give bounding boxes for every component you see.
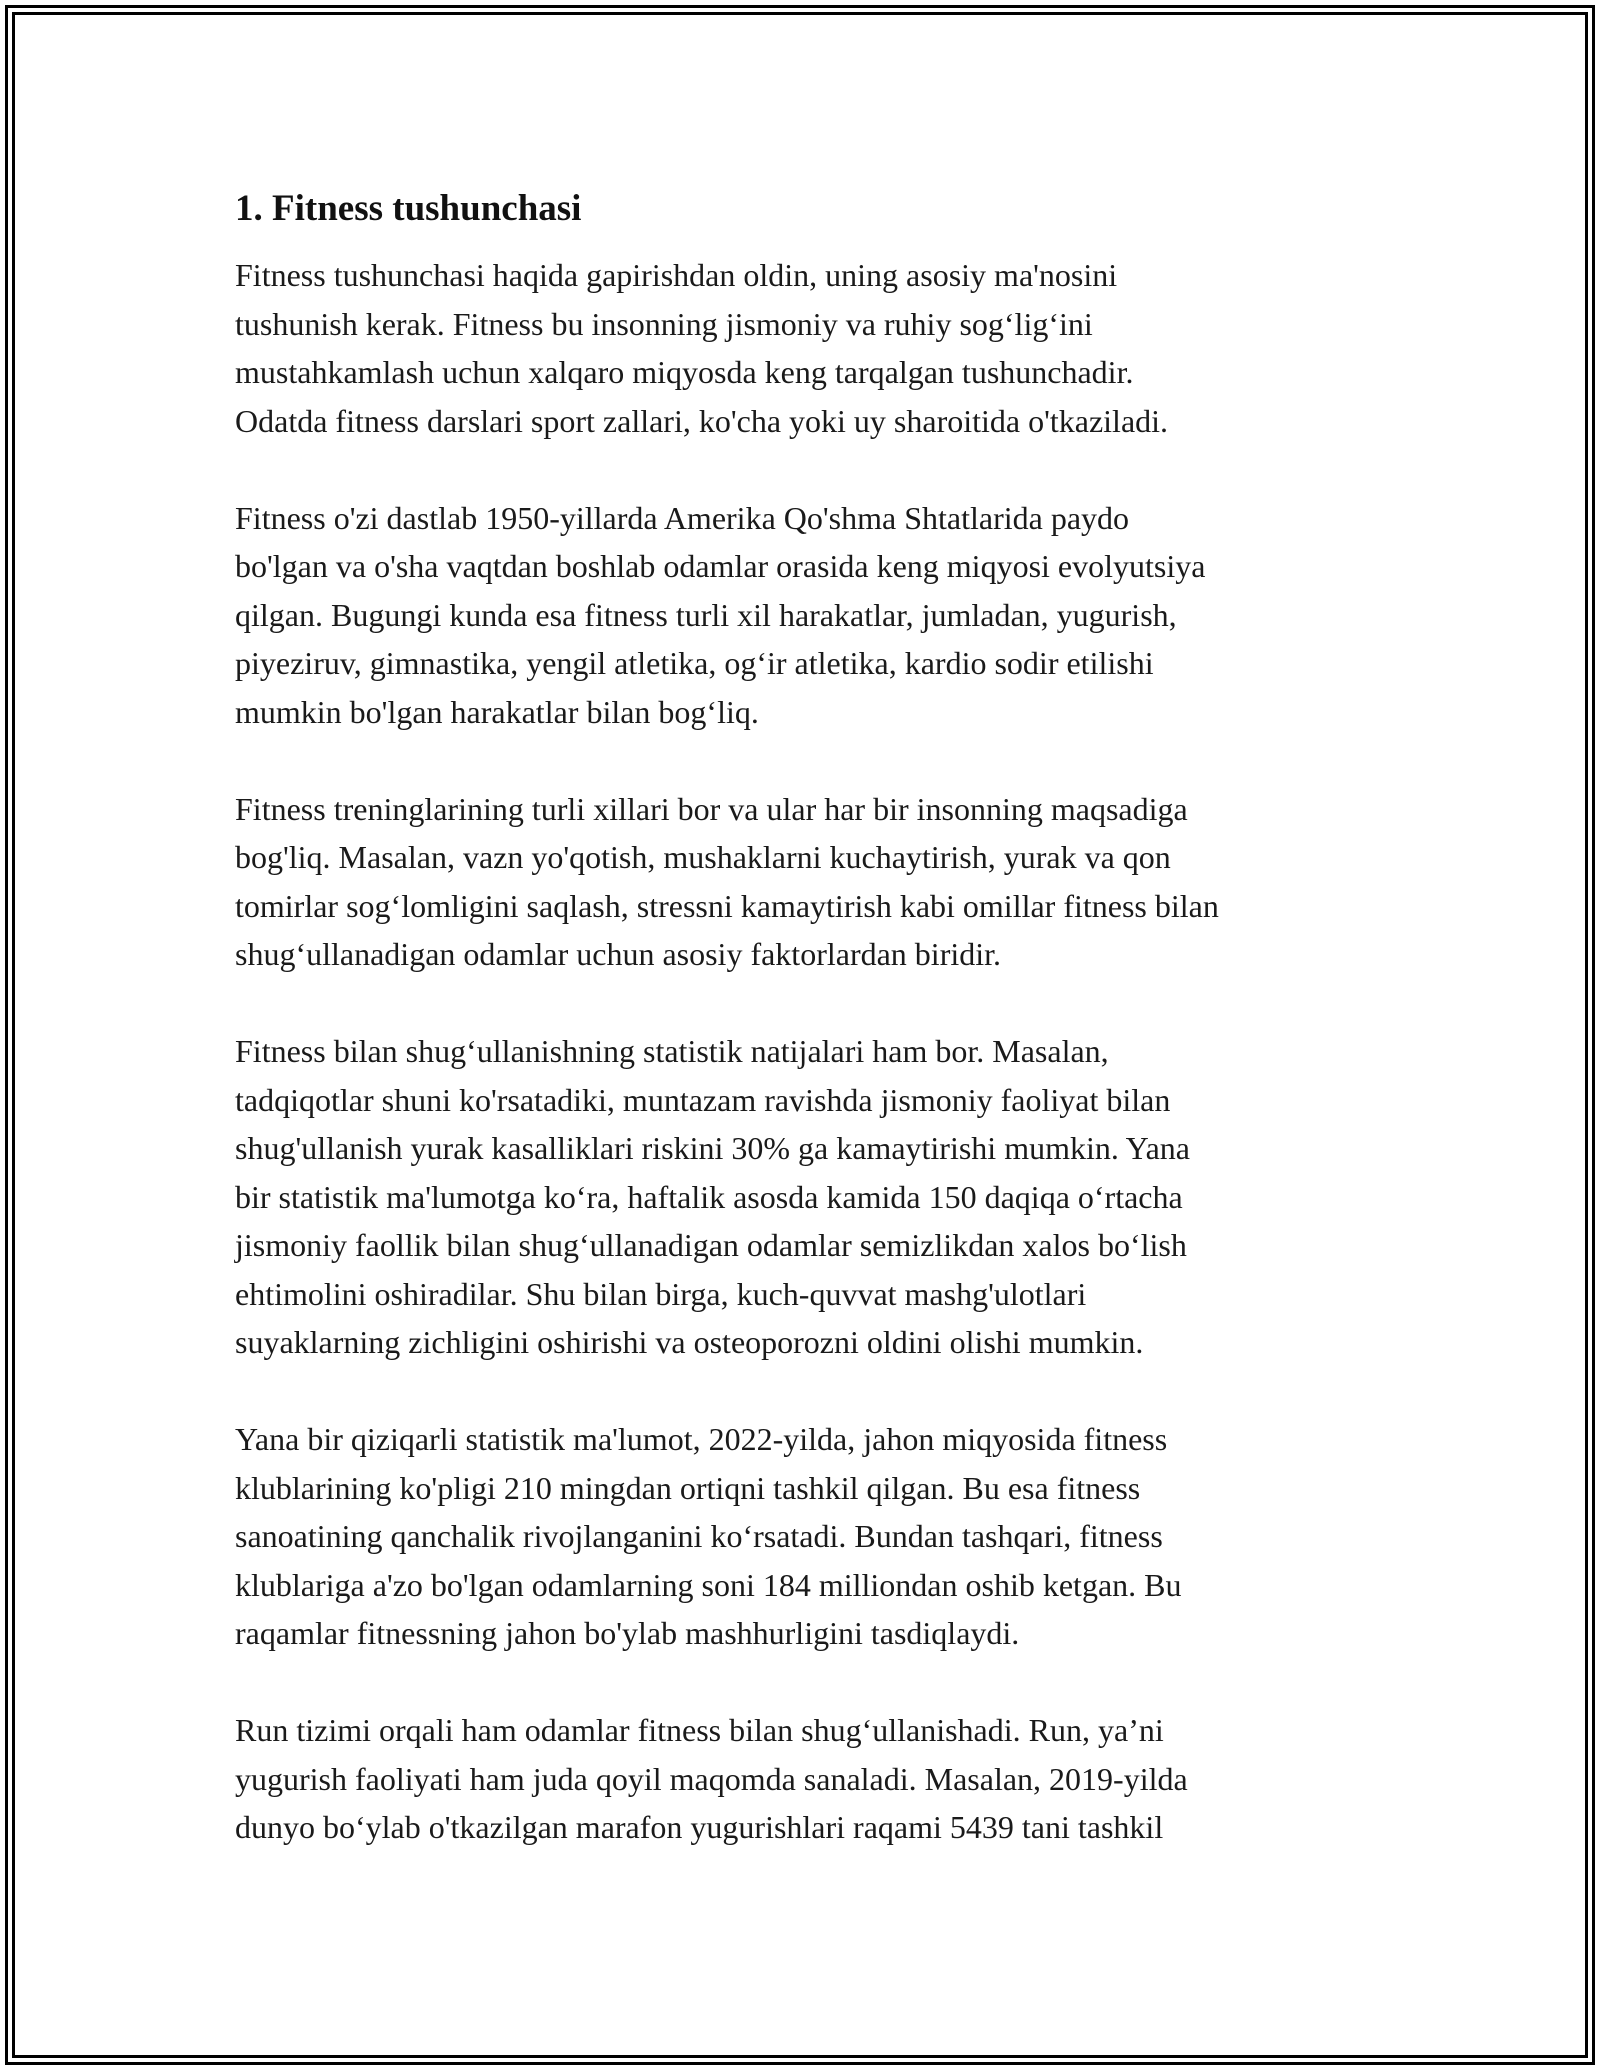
- text-line: mumkin bo'lgan harakatlar bilan bog‘liq.: [235, 693, 759, 730]
- text-line: ehtimolini oshiradilar. Shu bilan birga, kuch-quvvat mashg'ulotlari: [235, 1275, 1087, 1312]
- text-line: piyeziruv, gimnastika, yengil atletika, og‘ir atletika, kardio sodir etilishi: [235, 645, 1154, 681]
- text-line: bog'liq. Masalan, vazn yo'qotish, mushaklarni kuchaytirish, yurak va qon: [235, 839, 1171, 875]
- text-line: shug'ullanish yurak kasalliklari riskini 30% ga kamaytirishi mumkin. Yana: [235, 1130, 1190, 1166]
- section-heading: 1. Fitness tushunchasi: [235, 188, 582, 229]
- text-line: Fitness bilan shug‘ullanishning statistik natijalari ham bor. Masalan,: [235, 1033, 1109, 1069]
- document-body: [235, 185, 1375, 1900]
- text-line: Yana bir qiziqarli statistik ma'lumot, 2022-yilda, jahon miqyosida fitness: [235, 1421, 1168, 1457]
- text-line: Fitness tushunchasi haqida gapirishdan oldin, uning asosiy ma'nosini: [235, 257, 1118, 293]
- paragraph-2: [235, 494, 1375, 737]
- text-line: tushunish kerak. Fitness bu insonning jismoniy va ruhiy sog‘lig‘ini: [235, 305, 1093, 342]
- paragraph-6: [235, 1706, 1375, 1852]
- text-line: Run tizimi orqali ham odamlar fitness bilan shug‘ullanishadi. Run, ya’ni: [235, 1712, 1164, 1748]
- text-line: shug‘ullanadigan odamlar uchun asosiy faktorlardan biridir.: [235, 936, 1002, 972]
- text-line: jismoniy faollik bilan shug‘ullanadigan odamlar semizlikdan xalos bo‘lish: [235, 1227, 1187, 1263]
- paragraph-4: [235, 1027, 1375, 1367]
- paragraph-3: [235, 785, 1375, 979]
- text-line: tomirlar sog‘lomligini saqlash, stressni kamaytirish kabi omillar fitness bilan: [235, 887, 1219, 924]
- text-line: mustahkamlash uchun xalqaro miqyosda keng tarqalgan tushunchadir.: [235, 354, 1134, 390]
- text-line: sanoatining qanchalik rivojlanganini ko‘rsatadi. Bundan tashqari, fitness: [235, 1518, 1163, 1554]
- text-line: klublarining ko'pligi 210 mingdan ortiqni tashkil qilgan. Bu esa fitness: [235, 1469, 1141, 1506]
- text-line: yugurish faoliyati ham juda qoyil maqomda sanaladi. Masalan, 2019-yilda: [235, 1760, 1188, 1797]
- text-line: suyaklarning zichligini oshirishi va osteoporozni oldini olishi mumkin.: [235, 1324, 1144, 1360]
- text-line: tadqiqotlar shuni ko'rsatadiki, muntazam ravishda jismoniy faoliyat bilan: [235, 1081, 1171, 1118]
- text-line: Fitness o'zi dastlab 1950-yillarda Amerika Qo'shma Shtatlarida paydo: [235, 499, 1130, 536]
- text-line: klublariga a'zo bo'lgan odamlarning soni 184 milliondan oshib ketgan. Bu: [235, 1566, 1182, 1603]
- paragraph-1: [235, 251, 1375, 445]
- text-line: raqamlar fitnessning jahon bo'ylab mashhurligini tasdiqlaydi.: [235, 1615, 1020, 1651]
- text-line: bo'lgan va o'sha vaqtdan boshlab odamlar orasida keng miqyosi evolyutsiya: [235, 548, 1206, 584]
- text-line: qilgan. Bugungi kunda esa fitness turli xil harakatlar, jumladan, yugurish,: [235, 596, 1177, 633]
- text-line: dunyo bo‘ylab o'tkazilgan marafon yugurishlari raqami 5439 tani tashkil: [235, 1809, 1164, 1845]
- text-line: bir statistik ma'lumotga ko‘ra, haftalik asosda kamida 150 daqiqa o‘rtacha: [235, 1178, 1183, 1215]
- paragraph-5: [235, 1415, 1375, 1658]
- text-line: Odatda fitness darslari sport zallari, ko'cha yoki uy sharoitida o'tkaziladi.: [235, 402, 1169, 439]
- text-line: Fitness treninglarining turli xillari bor va ular har bir insonning maqsadiga: [235, 790, 1188, 827]
